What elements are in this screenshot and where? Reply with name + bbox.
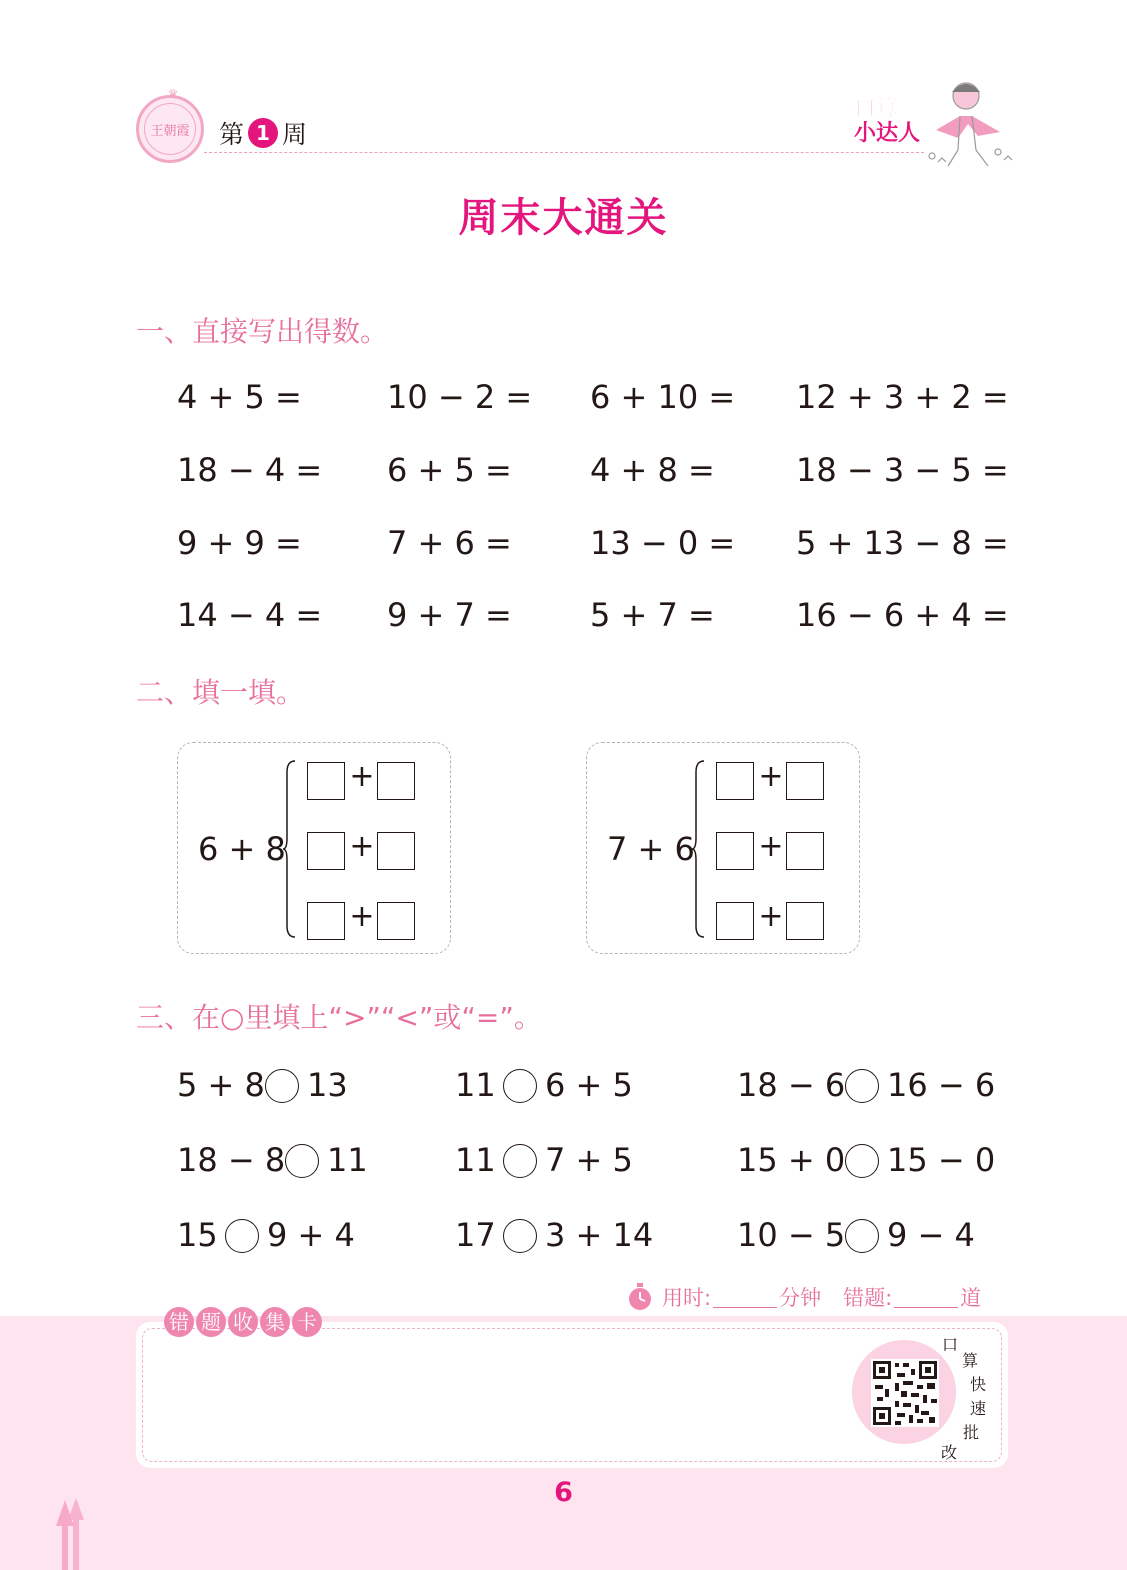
equation: 13 − 0 =: [590, 524, 736, 562]
curly-brace-icon: [691, 760, 705, 938]
plus-sign: +: [349, 759, 375, 794]
equation: 12 + 3 + 2 =: [796, 378, 1009, 416]
compare-left: 11: [455, 1141, 496, 1179]
curly-brace-icon: [282, 760, 296, 938]
card-tag-char: 题: [196, 1307, 226, 1337]
arrow-decoration-icon: [52, 1498, 92, 1570]
answer-box[interactable]: [307, 902, 345, 940]
qr-caption-char: 速: [970, 1399, 987, 1418]
answer-box[interactable]: [377, 762, 415, 800]
logo-text: 王朝霞: [144, 103, 196, 155]
time-unit: 分钟: [779, 1286, 822, 1310]
equation: 10 − 2 =: [387, 378, 533, 416]
answer-box[interactable]: [307, 832, 345, 870]
answer-box[interactable]: [307, 762, 345, 800]
qr-caption-char: 快: [970, 1375, 987, 1394]
plus-sign: +: [758, 759, 784, 794]
card-expression: 6 + 8: [198, 830, 286, 868]
mascot-badge: [848, 78, 1016, 170]
equation: 5 + 13 − 8 =: [796, 524, 1009, 562]
compare-left: 15: [177, 1216, 218, 1254]
badge-line-1: 口算: [854, 96, 899, 121]
qr-caption-char: 改: [941, 1443, 958, 1462]
equation: 9 + 9 =: [177, 524, 302, 562]
header-divider: [204, 152, 924, 153]
stopwatch-icon: [626, 1282, 654, 1312]
compare-circle[interactable]: [225, 1219, 259, 1253]
compare-left: 11: [455, 1066, 496, 1104]
week-prefix: 第: [219, 120, 245, 149]
equation: 6 + 10 =: [590, 378, 736, 416]
compare-circle[interactable]: [845, 1144, 879, 1178]
plus-sign: +: [758, 829, 784, 864]
compare-left: 5 + 8: [177, 1066, 265, 1104]
equation: 4 + 5 =: [177, 378, 302, 416]
plus-sign: +: [758, 899, 784, 934]
compare-right: 13: [307, 1066, 348, 1104]
error-unit: 道: [960, 1286, 982, 1310]
mascot-figure: [929, 83, 1012, 166]
card-tag-char: 集: [260, 1307, 290, 1337]
compare-right: 9 − 4: [887, 1216, 975, 1254]
compare-right: 6 + 5: [545, 1066, 633, 1104]
compare-circle[interactable]: [845, 1219, 879, 1253]
qr-caption-char: 算: [962, 1351, 979, 1370]
error-blank[interactable]: [894, 1287, 958, 1308]
card-tag-char: 收: [228, 1307, 258, 1337]
compare-right: 16 − 6: [887, 1066, 996, 1104]
compare-circle[interactable]: [503, 1144, 537, 1178]
section-3-title: 三、在○里填上“>”“<”或“=”。: [136, 1001, 542, 1034]
page-number: 6: [554, 1477, 573, 1508]
qr-caption-char: 口: [942, 1335, 959, 1354]
card-expression: 7 + 6: [607, 830, 695, 868]
compare-circle[interactable]: [503, 1069, 537, 1103]
compare-left: 18 − 8: [177, 1141, 286, 1179]
qr-caption-char: 批: [963, 1423, 980, 1442]
brand-logo: [136, 87, 204, 163]
equation: 4 + 8 =: [590, 451, 715, 489]
equation: 18 − 3 − 5 =: [796, 451, 1009, 489]
answer-box[interactable]: [377, 902, 415, 940]
plus-sign: +: [349, 829, 375, 864]
qr-code-icon[interactable]: [871, 1359, 939, 1427]
section-2-title: 二、填一填。: [136, 676, 305, 709]
compare-left: 10 − 5: [737, 1216, 846, 1254]
answer-box[interactable]: [377, 832, 415, 870]
equation: 14 − 4 =: [177, 596, 323, 634]
compare-left: 18 − 6: [737, 1066, 846, 1104]
week-number: 1: [248, 118, 278, 148]
badge-line-2: 小达人: [854, 120, 921, 145]
plus-sign: +: [349, 899, 375, 934]
equation: 16 − 6 + 4 =: [796, 596, 1009, 634]
equation: 5 + 7 =: [590, 596, 715, 634]
card-tag-char: 卡: [292, 1307, 322, 1337]
compare-circle[interactable]: [503, 1219, 537, 1253]
compare-right: 15 − 0: [887, 1141, 996, 1179]
time-blank[interactable]: [713, 1287, 777, 1308]
section-1-title: 一、直接写出得数。: [136, 315, 389, 348]
compare-left: 17: [455, 1216, 496, 1254]
compare-circle[interactable]: [285, 1144, 319, 1178]
compare-right: 3 + 14: [545, 1216, 654, 1254]
timing-stats: [626, 1282, 981, 1312]
answer-box[interactable]: [786, 832, 824, 870]
answer-box[interactable]: [716, 902, 754, 940]
equation: 18 − 4 =: [177, 451, 323, 489]
answer-box[interactable]: [786, 902, 824, 940]
compare-right: 11: [327, 1141, 368, 1179]
compare-right: 9 + 4: [267, 1216, 355, 1254]
equation: 7 + 6 =: [387, 524, 512, 562]
compare-right: 7 + 5: [545, 1141, 633, 1179]
error-label: 错题:: [843, 1286, 893, 1310]
answer-box[interactable]: [716, 832, 754, 870]
equation: 9 + 7 =: [387, 596, 512, 634]
compare-left: 15 + 0: [737, 1141, 846, 1179]
week-suffix: 周: [282, 120, 308, 149]
answer-box[interactable]: [716, 762, 754, 800]
equation: 6 + 5 =: [387, 451, 512, 489]
card-tag-char: 错: [164, 1307, 194, 1337]
answer-box[interactable]: [786, 762, 824, 800]
time-label: 用时:: [662, 1286, 712, 1310]
crown-icon: ♛: [167, 87, 179, 101]
compare-circle[interactable]: [265, 1069, 299, 1103]
compare-circle[interactable]: [845, 1069, 879, 1103]
week-label: [219, 115, 307, 151]
page-title: 周末大通关: [458, 195, 669, 241]
